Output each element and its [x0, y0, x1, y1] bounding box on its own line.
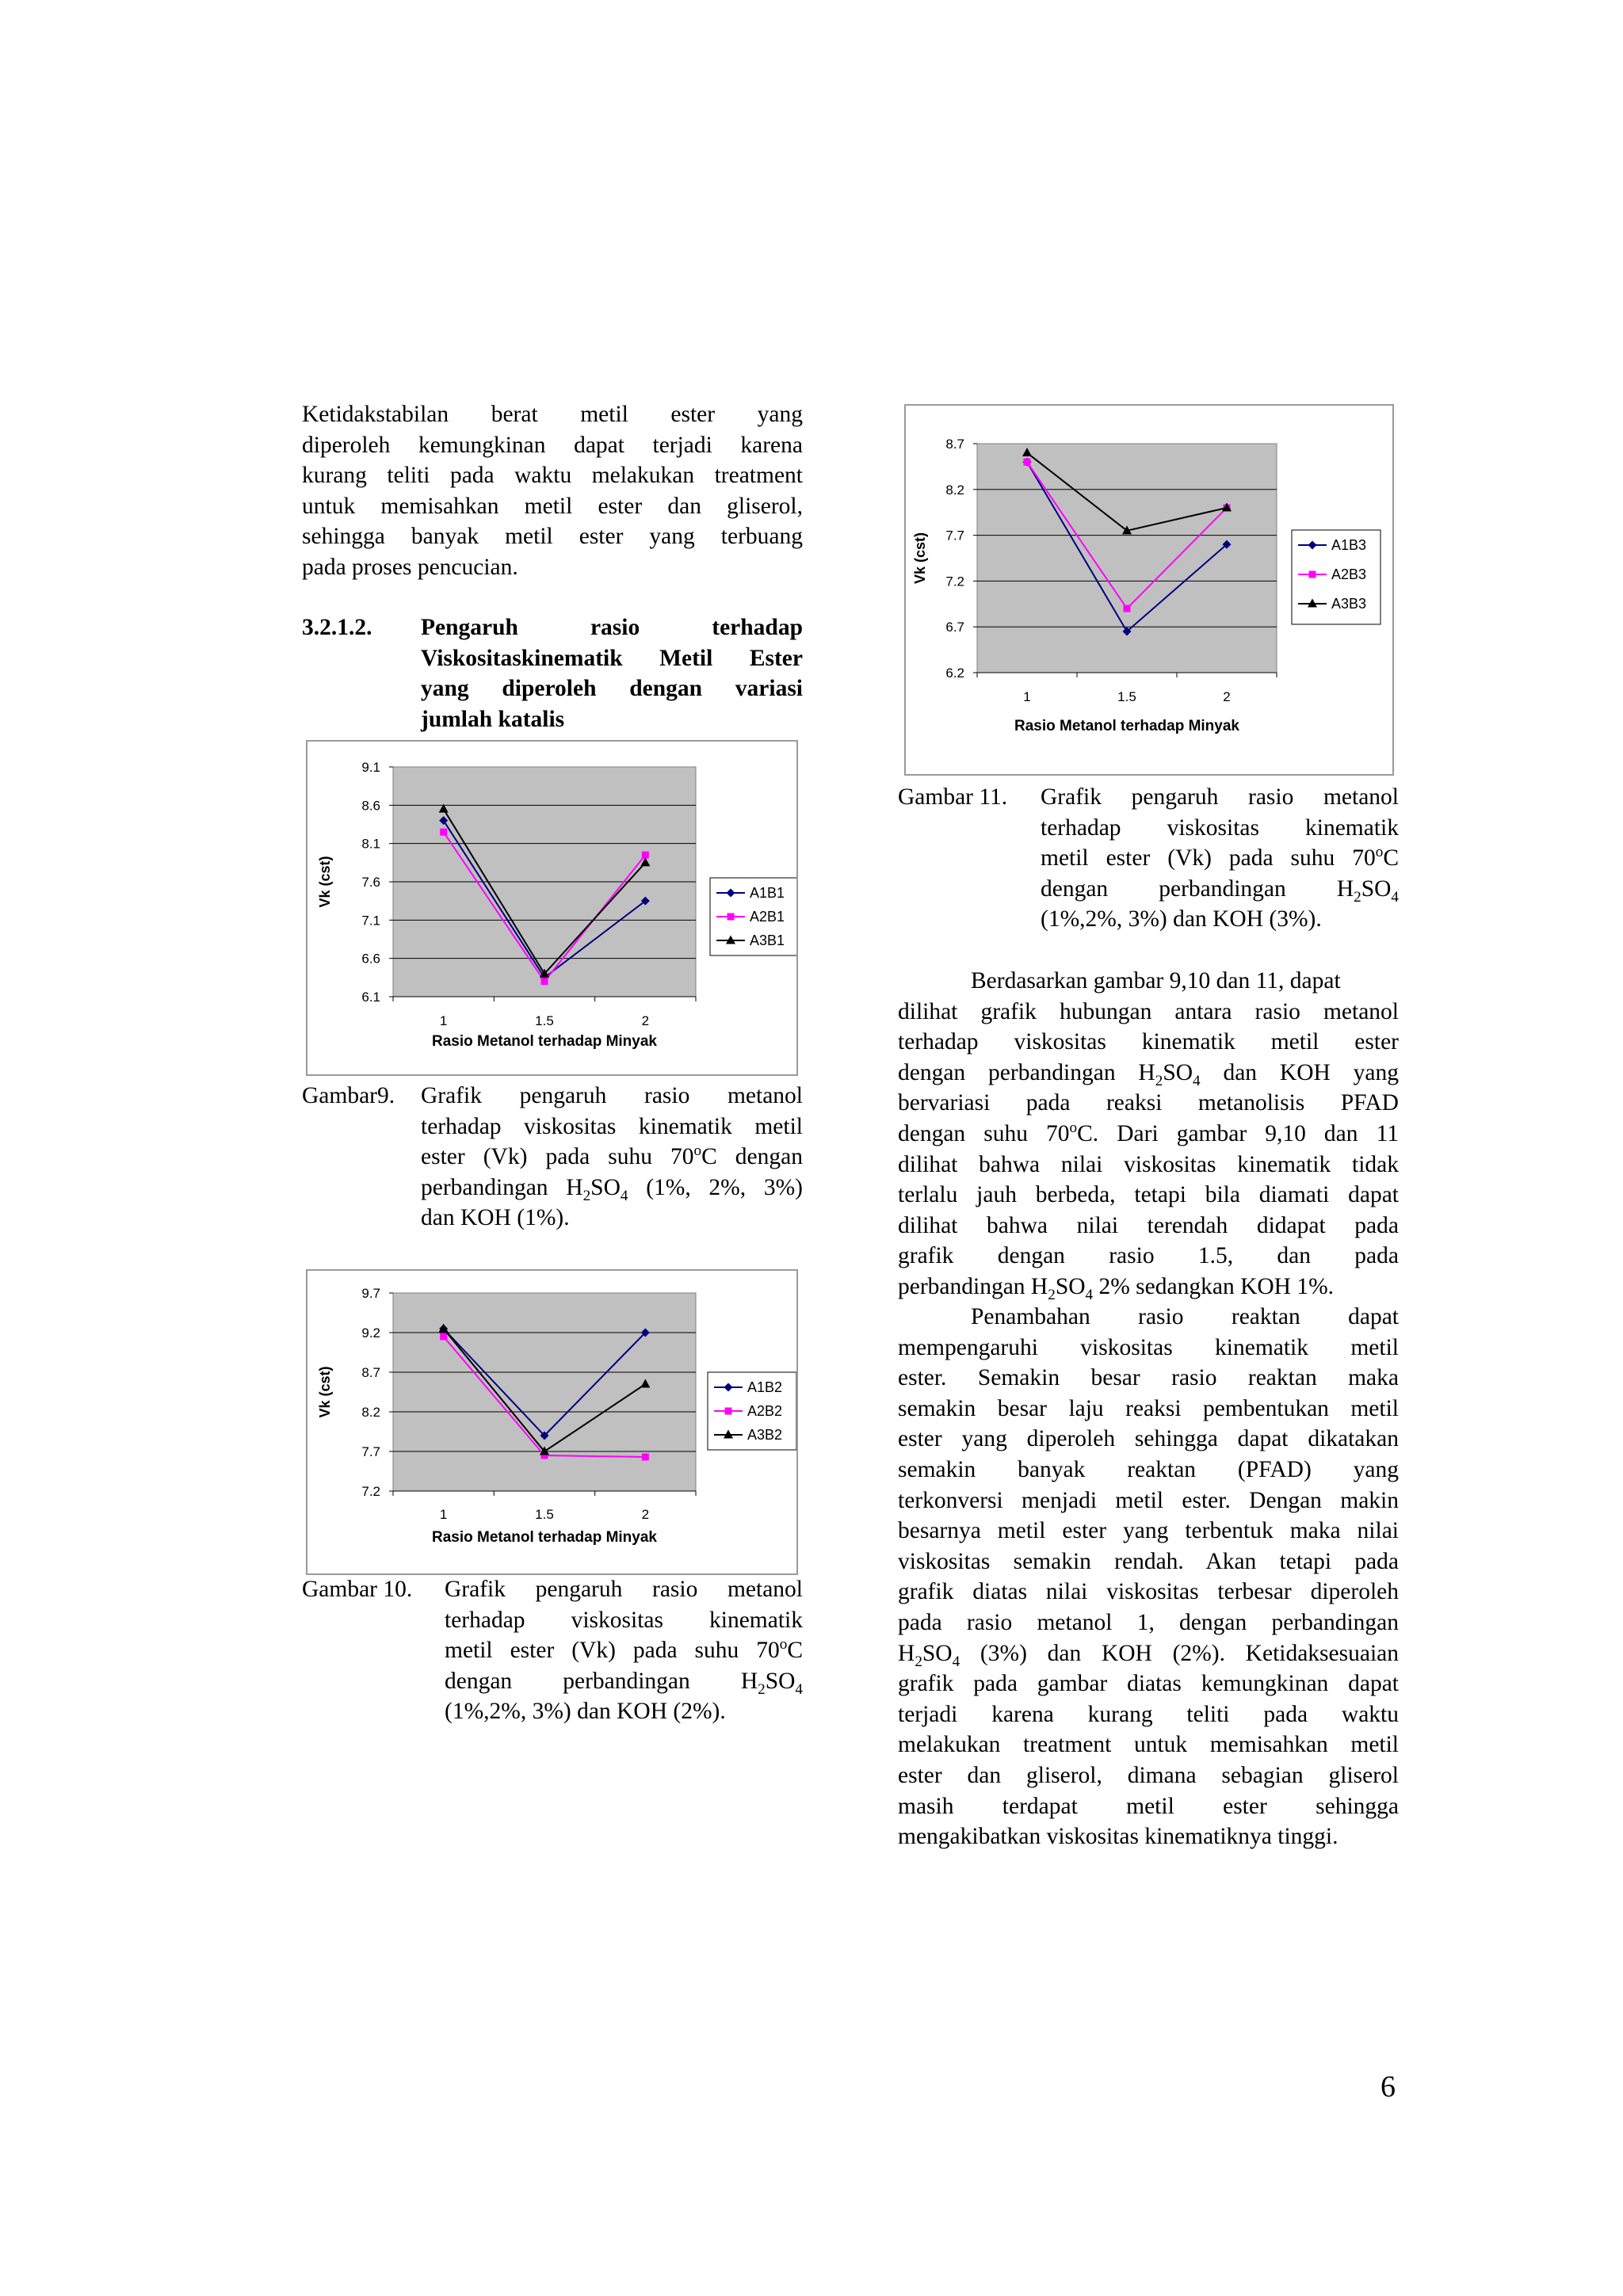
text-line: ester. Semakin besar rasio reaktan maka: [898, 1365, 1399, 1391]
x-axis-label: Rasio Metanol terhadap Minyak: [1014, 718, 1240, 734]
data-point-a2b3: [1124, 605, 1131, 612]
text-line: perbandingan $H_2SO_4$ 2% sedangkan KOH 1%.: [898, 1273, 1335, 1303]
text-line: melakukan treatment untuk memisahkan metil: [898, 1732, 1399, 1758]
y-tick-label: 6.1: [361, 990, 380, 1005]
figure-9-caption: [302, 1081, 803, 1239]
text-line: kurang teliti pada waktu melakukan treatment: [302, 463, 803, 489]
x-tick-label: 1.5: [535, 1507, 554, 1522]
discussion-paragraph-2: [898, 1302, 1399, 1852]
x-axis-label: Rasio Metanol terhadap Minyak: [431, 1033, 658, 1050]
legend-label: A2B2: [747, 1403, 783, 1419]
title-line: yang diperoleh dengan variasi: [421, 676, 803, 702]
y-tick-label: 8.6: [361, 798, 380, 814]
text-line: terjadi karena kurang teliti pada waktu: [898, 1701, 1399, 1727]
legend-label: A3B2: [747, 1427, 783, 1443]
y-tick-label: 8.7: [945, 437, 964, 452]
y-axis-label: Vk (cst): [317, 856, 333, 908]
y-tick-label: 8.2: [945, 482, 964, 498]
text-line: dilihat bahwa nilai viskositas kinematik tidak: [898, 1151, 1399, 1177]
text-line: Penambahan rasio reaktan dapat: [971, 1304, 1399, 1329]
y-tick-label: 7.6: [361, 875, 380, 890]
legend-label: A1B3: [1331, 537, 1367, 553]
text-line: dilihat bahwa nilai terendah didapat pada: [898, 1212, 1399, 1238]
figure-10-chart: [306, 1269, 798, 1575]
text-line: semakin banyak reaktan (PFAD) yang: [898, 1456, 1399, 1482]
text-line: besarnya metil ester yang terbentuk maka nilai: [898, 1518, 1399, 1544]
text-line: semakin besar laju reaksi pembentukan metil: [898, 1395, 1399, 1421]
caption-label: Gambar 11.: [898, 784, 1008, 810]
y-tick-label: 7.2: [945, 574, 964, 589]
plot-area: [393, 1293, 696, 1491]
data-point-a2b1: [440, 829, 447, 836]
discussion-paragraph-1: [898, 966, 1399, 1302]
caption-line: metil ester (Vk) pada suhu 70$^o$C: [1041, 844, 1399, 871]
caption-line: terhadap viskositas kinematik: [445, 1607, 803, 1633]
text-line: terhadap viskositas kinematik metil ester: [898, 1029, 1399, 1055]
section-title: [421, 612, 803, 734]
x-tick-label: 2: [641, 1507, 650, 1522]
caption-line: (1%,2%, 3%) dan KOH (3%).: [1041, 906, 1322, 933]
x-axis-label: Rasio Metanol terhadap Minyak: [431, 1529, 658, 1546]
chart-svg: [906, 406, 1392, 774]
y-tick-label: 7.7: [945, 528, 964, 543]
text-line: dilihat grafik hubungan antara rasio metanol: [898, 998, 1399, 1024]
text-line: mengakibatkan viskositas kinematiknya tinggi.: [898, 1824, 1338, 1850]
figure-11-chart: [904, 404, 1394, 776]
y-tick-label: 8.1: [361, 836, 380, 852]
x-tick-label: 1: [1023, 689, 1031, 704]
y-tick-label: 6.2: [945, 666, 964, 681]
data-point-a2b2: [642, 1454, 649, 1461]
caption-line: ester (Vk) pada suhu 70$^o$C dengan: [421, 1142, 803, 1170]
data-point-a2b1: [541, 978, 548, 985]
text-line: Ketidakstabilan berat metil ester yang: [302, 402, 803, 427]
legend-label: A3B1: [750, 933, 785, 948]
text-line: sehingga banyak metil ester yang terbuang: [302, 524, 803, 550]
legend-marker: [1309, 571, 1316, 578]
caption-line: terhadap viskositas kinematik: [1041, 814, 1399, 841]
data-point-a2b2: [440, 1333, 447, 1341]
caption-label: Gambar9.: [302, 1083, 395, 1108]
title-line: jumlah katalis: [421, 706, 565, 732]
plot-area: [977, 444, 1277, 673]
caption-label: Gambar 10.: [302, 1577, 413, 1602]
y-tick-label: 6.6: [361, 951, 380, 967]
caption-line: terhadap viskositas kinematik metil: [421, 1113, 803, 1139]
y-tick-label: 7.1: [361, 913, 380, 929]
figure-10-caption: [302, 1574, 803, 1733]
text-line: terlalu jauh berbeda, tetapi bila diamati dapat: [898, 1182, 1399, 1208]
text-line: grafik dengan rasio 1.5, dan pada: [898, 1243, 1399, 1269]
legend-label: A2B1: [750, 909, 785, 925]
x-tick-label: 2: [641, 1013, 650, 1028]
y-axis-label: Vk (cst): [317, 1366, 333, 1418]
x-tick-label: 1: [439, 1013, 448, 1028]
y-tick-label: 8.7: [361, 1365, 380, 1380]
text-line: pada proses pencucian.: [302, 554, 518, 580]
legend-label: A1B1: [750, 885, 785, 901]
caption-line: metil ester (Vk) pada suhu 70$^o$C: [445, 1636, 803, 1664]
x-tick-label: 1.5: [1117, 689, 1136, 704]
intro-paragraph: [302, 399, 803, 583]
section-heading: [302, 612, 803, 739]
title-line: Pengaruh rasio terhadap: [421, 615, 803, 640]
text-line: dengan perbandingan $H_2SO_4$ dan KOH yang: [898, 1059, 1399, 1089]
title-line: Viskositaskinematik Metil Ester: [421, 645, 803, 671]
y-tick-label: 6.7: [945, 620, 964, 635]
text-line: untuk memisahkan metil ester dan gliserol,: [302, 493, 803, 519]
legend-label: A1B2: [747, 1379, 783, 1395]
legend-marker: [727, 913, 735, 921]
caption-line: Grafik pengaruh rasio metanol: [421, 1083, 803, 1108]
caption-line: dengan perbandingan $H_2SO_4$: [1041, 875, 1399, 906]
text-line: Berdasarkan gambar 9,10 dan 11, dapat: [971, 968, 1341, 994]
text-line: ester yang diperoleh sehingga dapat dikatakan: [898, 1426, 1399, 1452]
text-line: mempengaruhi viskositas kinematik metil: [898, 1334, 1399, 1360]
legend-label: A3B3: [1331, 596, 1367, 612]
text-line: $H_2SO_4$ (3%) dan KOH (2%). Ketidaksesuaian: [898, 1640, 1399, 1670]
y-tick-label: 8.2: [361, 1405, 380, 1420]
y-tick-label: 9.2: [361, 1325, 380, 1341]
text-line: dengan suhu 70$^o$C. Dari gambar 9,10 dan 11: [898, 1119, 1399, 1146]
text-line: masih terdapat metil ester sehingga: [898, 1793, 1399, 1819]
caption-line: Grafik pengaruh rasio metanol: [445, 1577, 803, 1602]
caption-line: (1%,2%, 3%) dan KOH (2%).: [445, 1699, 726, 1725]
caption-line: dan KOH (1%).: [421, 1205, 570, 1231]
data-point-a2b3: [1024, 459, 1031, 466]
figure-11-caption: [898, 782, 1399, 940]
x-tick-label: 2: [1223, 689, 1231, 704]
caption-line: dengan perbandingan $H_2SO_4$: [445, 1668, 803, 1698]
page-number: 6: [1381, 2070, 1396, 2103]
chart-svg: [307, 1271, 796, 1573]
text-line: grafik diatas nilai viskositas terbesar diperoleh: [898, 1579, 1399, 1605]
caption-line: perbandingan $H_2SO_4$ (1%, 2%, 3%): [421, 1174, 804, 1204]
text-line: terkonversi menjadi metil ester. Dengan makin: [898, 1487, 1399, 1513]
y-tick-label: 7.2: [361, 1484, 380, 1499]
section-number: 3.2.1.2.: [302, 615, 372, 640]
text-line: ester dan gliserol, dimana sebagian gliserol: [898, 1762, 1399, 1788]
y-tick-label: 9.1: [361, 760, 380, 775]
text-line: viskositas semakin rendah. Akan tetapi pada: [898, 1548, 1399, 1574]
text-line: grafik pada gambar diatas kemungkinan dapat: [898, 1671, 1399, 1697]
chart-svg: [307, 742, 796, 1074]
text-line: bervariasi pada reaksi metanolisis PFAD: [898, 1090, 1399, 1116]
x-tick-label: 1.5: [535, 1013, 554, 1028]
text-line: diperoleh kemungkinan dapat terjadi karena: [302, 432, 803, 458]
x-tick-label: 1: [439, 1507, 448, 1522]
y-axis-label: Vk (cst): [912, 532, 928, 585]
legend-label: A2B3: [1331, 566, 1367, 582]
figure-9-chart: [306, 740, 798, 1076]
data-point-a2b1: [642, 852, 649, 859]
caption-line: Grafik pengaruh rasio metanol: [1041, 784, 1399, 810]
y-tick-label: 9.7: [361, 1286, 380, 1301]
y-tick-label: 7.7: [361, 1444, 380, 1459]
legend-marker: [725, 1408, 732, 1415]
text-line: pada rasio metanol 1, dengan perbandingan: [898, 1609, 1399, 1635]
